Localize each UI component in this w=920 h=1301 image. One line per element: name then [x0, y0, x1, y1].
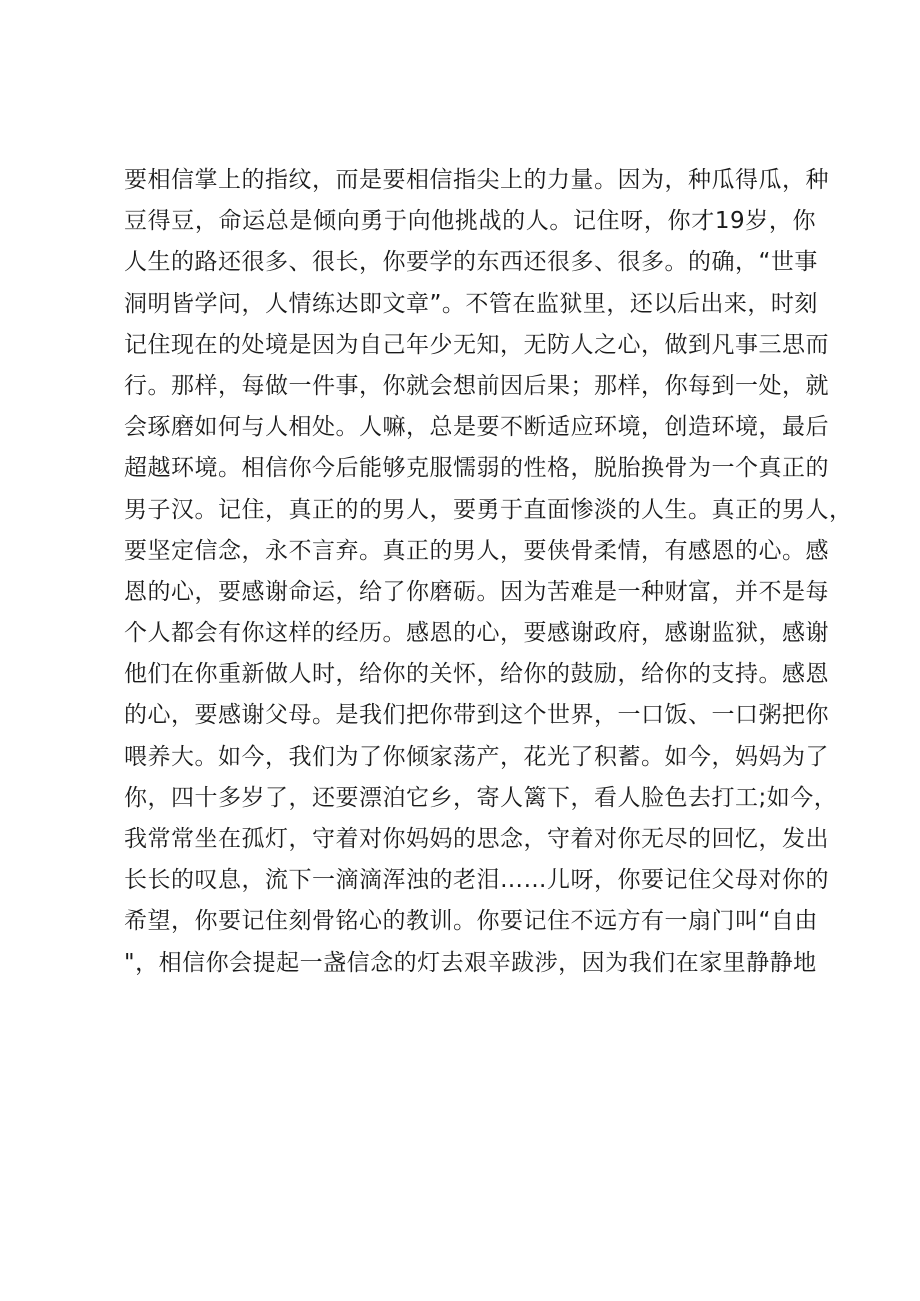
text-line: 会琢磨如何与人相处。人嘛，总是要不断适应环境，创造环境，最后: [124, 414, 829, 441]
text-line: 人生的路还很多、很长，你要学的东西还很多、很多。的确，“世事: [124, 249, 818, 276]
text-line: 喂养大。如今，我们为了你倾家荡产，花光了积蓄。如今，妈妈为了: [124, 743, 829, 770]
text-line: 我常常坐在孤灯，守着对你妈妈的思念，守着对你无尽的回忆，发出: [124, 826, 829, 852]
text-line: 长长的叹息，流下一滴滴浑浊的老泪……儿呀，你要记住父母对你的: [124, 867, 829, 894]
text-line: 你，四十多岁了，还要漂泊它乡，寄人篱下，看人脸色去打工;如今，: [124, 784, 838, 811]
text-line: 个人都会有你这样的经历。感恩的心，要感谢政府，感谢监狱，感谢: [124, 620, 829, 647]
text-line: 要相信掌上的指纹，而是要相信指尖上的力量。因为，种瓜得瓜，种: [124, 167, 829, 193]
body-text: [124, 160, 853, 984]
text-line: 要坚定信念，永不言弃。真正的男人，要侠骨柔情，有感恩的心。感: [124, 537, 829, 564]
text-line: 恩的心，要感谢命运，给了你磨砺。因为苦难是一种财富，并不是每: [124, 578, 829, 605]
text-line: 的心，要感谢父母。是我们把你带到这个世界，一口饭、一口粥把你: [124, 702, 829, 729]
text-line: 豆得豆，命运总是倾向勇于向他挑战的人。记住呀，你才19岁，你: [124, 208, 816, 235]
text-line: 希望，你要记住刻骨铭心的教训。你要记住不远方有一扇门叫“自由: [124, 908, 818, 935]
text-line: 男子汉。记住，真正的的男人，要勇于直面惨淡的人生。真正的男人，: [124, 496, 853, 523]
text-line: 记住现在的处境是因为自己年少无知，无防人之心，做到凡事三思而: [124, 331, 829, 358]
text-line: 行。那样，每做一件事，你就会想前因后果；那样，你每到一处，就: [124, 372, 829, 399]
text-line: 他们在你重新做人时，给你的关怀，给你的鼓励，给你的支持。感恩: [124, 661, 829, 688]
text-line: "，相信你会提起一盏信念的灯去艰辛跋涉，因为我们在家里静静地: [124, 949, 817, 976]
text-line: 超越环境。相信你今后能够克服懦弱的性格，脱胎换骨为一个真正的: [124, 455, 829, 482]
text-line: 洞明皆学问，人情练达即文章”。不管在监狱里，还以后出来，时刻: [124, 290, 818, 317]
